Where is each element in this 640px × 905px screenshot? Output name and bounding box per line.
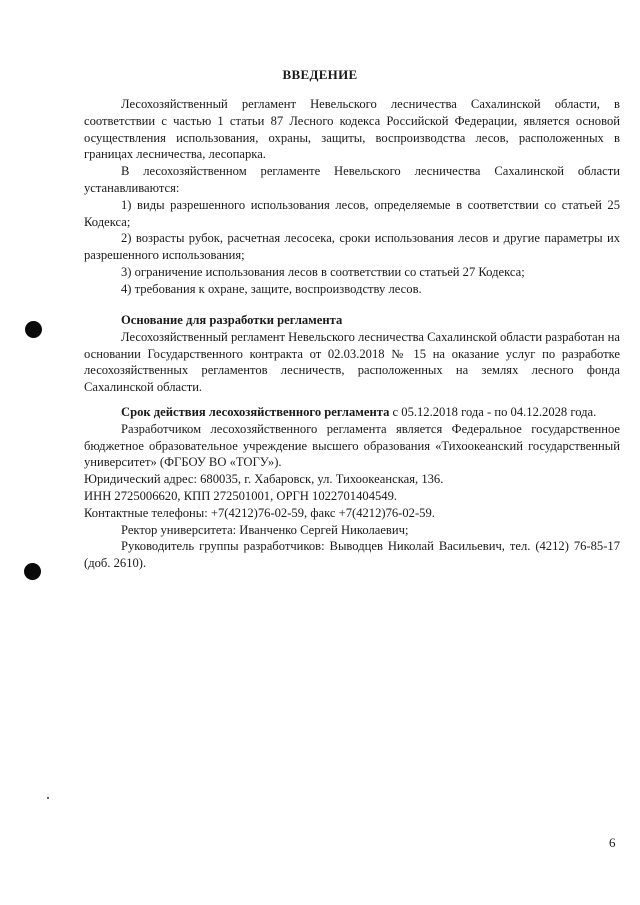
page-number: 6	[609, 835, 616, 850]
basis-section	[84, 312, 620, 396]
list-item: 4) требования к охране, защите, воспроизводству лесов.	[121, 281, 422, 296]
developer-paragraph: Разработчиком лесохозяйственного регламента является Федеральное государственное бюджетное образовательное учреждение высшего образования «Тихоокеанский государственный университет» (ФГБОУ ВО «ТОГУ»).	[84, 421, 620, 470]
page-title: ВВЕДЕНИЕ	[282, 67, 358, 82]
rector-line: Ректор университета: Иванченко Сергей Николаевич;	[121, 522, 409, 537]
punch-hole	[24, 563, 41, 580]
intro-section	[84, 96, 620, 298]
list-item: 3) ограничение использования лесов в соответствии со статьей 27 Кодекса;	[121, 264, 525, 279]
developer-section	[84, 404, 620, 572]
contact-phones: Контактные телефоны: +7(4212)76-02-59, факс +7(4212)76-02-59.	[84, 505, 435, 520]
scan-speck	[47, 797, 49, 799]
team-lead-line: Руководитель группы разработчиков: Выводцев Николай Васильевич, тел. (4212) 76-85-17 (доб. 2610).	[84, 539, 620, 571]
list-item: 2) возрасты рубок, расчетная лесосека, сроки использования лесов и другие параметры их разрешенного использования;	[84, 231, 620, 263]
term-paragraph	[84, 404, 620, 421]
term-value: с 05.12.2018 года - по 04.12.2028 года.	[392, 405, 597, 419]
punch-hole	[25, 321, 42, 338]
term-label: Срок действия лесохозяйственного регламента	[121, 405, 390, 419]
intro-paragraph: В лесохозяйственном регламенте Невельского лесничества Сахалинской области устанавливаются:	[84, 164, 620, 195]
tax-ids: ИНН 2725006620, КПП 272501001, ОРГН 1022701404549.	[84, 488, 398, 503]
section-heading: Основание для разработки регламента	[121, 313, 343, 327]
legal-address: Юридический адрес: 680035, г. Хабаровск, ул. Тихоокеанская, 136.	[84, 472, 444, 487]
intro-paragraph: Лесохозяйственный регламент Невельского лесничества Сахалинской области, в соответствии с частью 1 статьи 87 Лесного кодекса Российской Федерации, является основой осуществления использования, охраны, защиты, воспроизводства лесов, расположенных в границах лесничества, лесопарка.	[84, 97, 620, 162]
basis-paragraph: Лесохозяйственный регламент Невельского лесничества Сахалинской области разработан на основании Государственного контракта от 02.03.2018 № 15 на оказание услуг по разработке лесохозяйственных регламентов лесничеств, расположенных на землях лесного фонда Сахалинской области.	[84, 329, 620, 395]
list-item: 1) виды разрешенного использования лесов, определяемые в соответствии со статьей 25 Кодекса;	[84, 197, 620, 229]
